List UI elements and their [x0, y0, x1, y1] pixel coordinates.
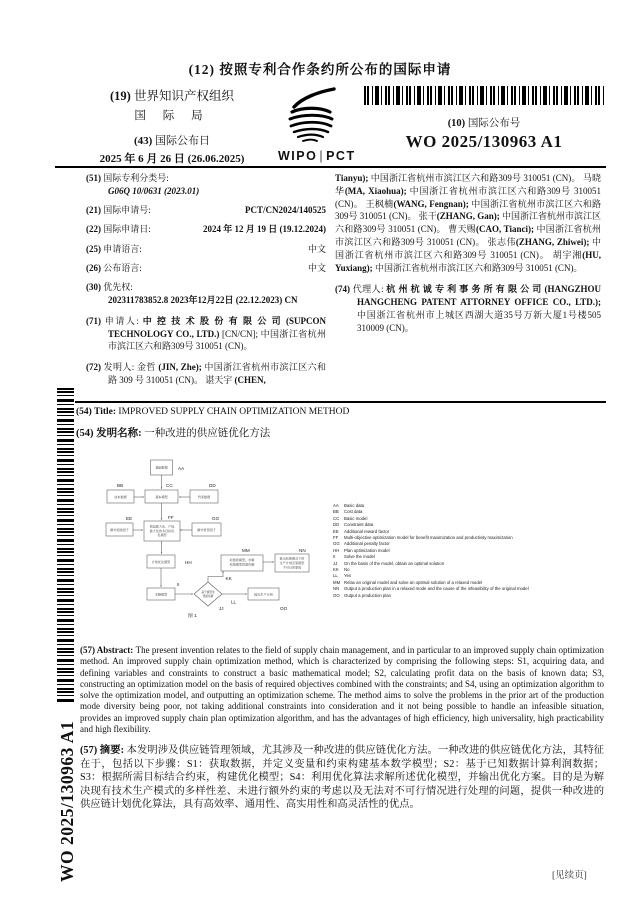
priority-value: 202311783852.8 2023年12月22日 (22.12.2023) CN [108, 295, 298, 306]
legend-row: DD Constraint data [333, 522, 374, 528]
fc-node-output-relaxed-l2: 生产计划及原模型 [279, 561, 305, 565]
legend-row: MM Relax an original model and solve an optimal solution of a relaxed model [333, 579, 483, 585]
figure-1-flowchart [78, 456, 328, 628]
fc-label-nn: NN [299, 548, 306, 553]
biblio-filing-date: (22) 国际申请日: 2024 年 12 月 19 日 (19.12.2024) [86, 224, 326, 235]
fc-label-gg: GG [212, 516, 220, 521]
biblio-inventors-continued: Tianyu); 中国浙江省杭州市滨江区六和路309号 310051 (CN)。 马晓华(MA, Xiaohua); 中国浙江省杭州市滨江区六和路309号 310051 (CN)。 王枫楠(WANG, Fengnan); 中国浙江省杭州市滨江区六和路309号 310051 (CN)。 张干(ZHANG, Gan); 中国浙江省杭州市滨江区六和路309号 310051 (CN)。 曹天赐(CAO, Tianci); 中国浙江省杭州市滨江区六和路309号 310051 (CN)。 张志伟(ZHANG, Zhiwei); 中国浙江省杭州市滨江区六和路309号 310051 (CN)。 胡宇湘(HU, Yuxiang); 中国浙江省杭州市滨江区六和路309号 310051 (CN)。 [335, 173, 602, 273]
fc-label-oo: OO [280, 606, 288, 611]
fc-label-ll: LL [231, 599, 237, 605]
fc-node-reward-factor: 额外奖励因子 [110, 527, 129, 532]
legend-row: EE Additional reward factor [333, 528, 390, 534]
filing-date-value: 2024 年 12 月 19 日 (19.12.2024) [203, 224, 326, 235]
fc-label-ii: II [177, 582, 180, 587]
legend-row: LL Yes [333, 573, 352, 579]
filing-language-value: 中文 [307, 243, 326, 254]
fc-node-output-relaxed-l1: 输出松弛模式下的 [279, 556, 305, 561]
fc-node-multiobjective-model-l2: 最大化的多目标优 [149, 528, 175, 533]
publication-date-label: (43) 国际公布日 [133, 135, 211, 147]
wipo-logo-icon [280, 86, 338, 142]
issuing-office-block [72, 86, 272, 166]
legend-row: AA Basic data [333, 503, 365, 508]
biblio-publication-language: (26) 公布语言: 中文 [86, 262, 326, 273]
ipc-value: G06Q 10/0631 (2023.01) [108, 185, 200, 196]
fc-label-cc: CC [166, 483, 173, 488]
fc-label-mm: MM [242, 548, 250, 553]
fc-label-dd: DD [209, 483, 216, 488]
legend-row: BB Cost data [333, 509, 363, 515]
abstract-english: (57) Abstract: The present invention relates to the field of supply chain management, and in particular to an improved supply chain optimization method. An improved supply chain optimization method, which is characterized by comprising the following steps: S1, acquiring data, and defining variables and constraints to construct a basic mathematical model; S2, calculating profit data on the basis of known data; S3, constructing an optimization model on the basis of required objectives combined with the constraints; and S4, using an optimization algorithm to solve the optimization model, and outputting an optimization scheme. The method aims to solve the problems in the prior art of the production mode diversity being poor, not taking additional constraints into consideration and it not being possible to handle an infeasible situation, provides an improved supply chain plan optimization algorithm, and has the advantages of high efficiency, high universality, high practicability and high flexibility. [80, 645, 604, 735]
continued-page-note: [见续页] [552, 871, 587, 881]
figure-caption: 图 1 [188, 614, 197, 619]
fc-node-output-relaxed-l3: 不可行的原因 [282, 565, 302, 570]
fc-node-decision-l2: 得最优解 [202, 595, 214, 598]
fc-label-jj: JJ [219, 606, 224, 611]
fc-label-aa: AA [178, 466, 185, 471]
legend-row: KK No [333, 567, 350, 573]
biblio-application-number: (21) 国际申请号: PCT/CN2024/140525 [86, 205, 326, 216]
fc-node-constraint-data: 约束数据 [197, 494, 211, 499]
biblio-right-column [335, 172, 601, 341]
fc-label-hh: HH [185, 560, 192, 565]
figure-legend [333, 503, 611, 599]
fc-label-ee: EE [126, 516, 133, 521]
international-bureau: 国 际 局 [134, 110, 210, 122]
header-divider [55, 166, 606, 168]
fc-node-cost-data: 成本数据 [114, 494, 127, 499]
biblio-ipc: (51) 国际专利分类号: G06Q 10/0631 (2023.01) [86, 172, 326, 198]
legend-row: JJ On the basis of the model, obtain an optimal solution [333, 560, 445, 566]
legend-row: GG Additional penalty factor [333, 541, 390, 547]
vertical-barcode-icon [57, 388, 74, 703]
org-name: (19) 世界知识产权组织 [110, 89, 234, 103]
fc-node-relax-model-l1: 松弛原模型，求解 [229, 558, 255, 563]
biblio-inventors: (72) 发明人: 金哲 (JIN, Zhe); 中国浙江省杭州市滨江区六和路 309 号 310051 (CN)。 谌天宇 (CHEN, [86, 362, 326, 386]
publication-number-label: (10) 国际公布号 [447, 118, 521, 129]
fc-node-penalty-factor: 额外惩罚因子 [197, 527, 216, 532]
abstract-chinese: (57) 摘要: 本发明涉及供应链管理领域，尤其涉及一种改进的供应链优化方法。一种改进的供应链优化方法，其特征在于，包括以下步骤：S1：获取数据，并定义变量和约束构建基本数学模型；S2：基于已知数据计算利润数据；S3：根据所需目标结合约束，构建优化模型；S4：利用优化算法求解所述优化模型，并输出优化方案。目的是为解决现有技术生产模式的多样性差、未进行额外约束的考虑以及无法对不可行情况进行处理的问题，提供一种改进的供应链计划优化算法，具有高效率、通用性、高实用性和高灵活性的优点。 [80, 745, 604, 811]
fc-label-bb: BB [117, 483, 124, 488]
fc-node-output-plan: 输出生产计划 [254, 592, 273, 597]
fc-node-solve-model: 求解模型 [154, 592, 168, 597]
fc-label-ff: FF [168, 515, 174, 520]
biblio-priority: (30) 优先权: 202311783852.8 2023年12月22日 (22.12.2023) CN [86, 281, 326, 307]
fc-node-relax-model-l2: 松弛模型的最优解 [229, 562, 255, 567]
title-divider [75, 401, 606, 403]
application-number-value: PCT/CN2024/140525 [245, 205, 326, 216]
barcode-icon [364, 86, 604, 105]
invention-title-en: (54) Title: IMPROVED SUPPLY CHAIN OPTIMIZATION METHOD [76, 407, 350, 417]
patent-front-page: (12) 按照专利合作条约所公布的国际申请 (19) 世界知识产权组织 国 际 局 (43) 国际公布日 2025 年 6 月 26 日 (26.06.2025) WIPO | PCT (10) 国际公布号 WO 2025/130963 A1 (51) 国际专利分类号: G06Q 10/0631 (2023.01) (21) 国际申请号: PCT/CN2024/140525 (22) 国际申请日: 2024 年 12 月 19 日 (19.12.2024) (25) 申请语言: 中文 (26) 公布语言: 中文 (30) 优先权: 202311783852.8 2023年12月22日 (22.12.2023) CN (71) 申请人: 中 控 技 术 股 份 有 限 公 司 (SUPCON TECHNOLOGY CO., LTD.) [CN/CN]; 中国浙江省杭州市滨江区六和路309号 310051 (CN)。 (72) 发明人: 金哲 (JIN, Zhe); 中国浙江省杭州市滨江区六和路 309 号 310051 (CN)。 谌天宇 (CHEN, Tianyu); 中国浙江省杭州市滨江区六和路309号 310051 (CN)。 马晓华(MA, Xiaohua); 中国浙江省杭州市滨江区六和路309号 310051 (CN)。 王枫楠(WANG, Fengnan); 中国浙江省杭州市滨江区六和路309号 310051 (CN)。 张干(ZHANG, Gan); 中国浙江省杭州市滨江区六和路309号 310051 (CN)。 曹天赐(CAO, Tianci); 中国浙江省杭州市滨江区六和路309号 310051 (CN)。 张志伟(ZHANG, Zhiwei); 中国浙江省杭州市滨江区六和路309号 310051 (CN)。 胡宇湘(HU, Yuxiang); 中国浙江省杭州市滨江区六和路309号 310051 (CN)。 (74) 代理人: 杭 州 杭 诚 专 利 事 务 所 有 限 公 司 (HANGZHOU HANGCHENG PATENT ATTORNEY OFFICE CO., LTD.); 中国浙江省杭州市上城区西湖大道35号万新大厦1号楼505 310009 (CN)。 (54) Title: IMPROVED SUPPLY CHAIN OPTIMIZATION METHOD (54) 发明名称: 一种改进的供应链优化方法 基础数据 成本数据 基本模型 约束数据 额外奖励因子 效益最大化、产能 最大化的多目标优 化模型 额外惩罚因子 计划优化模型 松弛原模型，求解 松弛模型的最优解 输出松弛模式下的 生产计划及原模型 不可行的原因 求解模型 基于模型求 得最优解 输出生产计划 AA BB CC DD EE FF GG HH MM NN II KK LL JJ OO 图 1 AA Basic data BB Cost data CC Basic model DD Constraint data EE Additional reward factor FF Multi-objective optimization model for benefit maximization and productivity maximization GG Additional penalty factor HH Plan optimization model II Solve the model JJ On the basis of the model, obtain an optimal solution KK No LL Yes MM Relax an original model and solve an optimal solution of a relaxed model NN Output a production plan in a relaxed mode and the cause of the infeasibility of the original model OO Output a production plan (57) Abstract: The present invention relates to the field of supply chain management, and in particular to an improved supply chain optimization method. An improved supply chain optimization method, which is characterized by comprising the following steps: S1, acquiring data, and defining variables and constraints to construct a basic mathematical model; S2, calculating profit data on the basis of known data; S3, constructing an optimization model on the basis of required objectives combined with the constraints; and S4, using an optimization algorithm to solve the optimization model, and outputting an optimization scheme. The method aims to solve the problems in the prior art of the production mode diversity being poor, not taking additional constraints into consideration and it not being possible to handle an infeasible situation, provides an improved supply chain plan optimization algorithm, and has the advantages of high efficiency, high universality, high practicability and high flexibility. (57) 摘要: 本发明涉及供应链管理领域，尤其涉及一种改进的供应链优化方法。一种改进的供应链优化方法，其特征在于，包括以下步骤：S1：获取数据，并定义变量和约束构建基本数学模型；S2：基于已知数据计算利润数据；S3：根据所需目标结合约束，构建优化模型；S4：利用优化算法求解所述优化模型，并输出优化方案。目的是为解决现有技术生产模式的多样性差、未进行额外约束的考虑以及无法对不可行情况进行处理的问题，提供一种改进的供应链计划优化算法，具有高效率、通用性、高实用性和高灵活性的优点。 WO 2025/130963 A1 [见续页] [0, 0, 640, 905]
legend-row: FF Multi-objective optimization model for benefit maximization and productivity maximization [333, 535, 513, 541]
legend-row: II Solve the model [333, 554, 375, 560]
publication-date: 2025 年 6 月 26 日 (26.06.2025) [99, 153, 245, 165]
publication-number: WO 2025/130963 A1 [405, 132, 563, 151]
publication-language-value: 中文 [307, 262, 326, 273]
invention-title-zh: (54) 发明名称: 一种改进的供应链优化方法 [76, 428, 271, 439]
fc-label-kk: KK [225, 576, 232, 581]
biblio-applicant: (71) 申请人: 中 控 技 术 股 份 有 限 公 司 (SUPCON TECHNOLOGY CO., LTD.) [CN/CN]; 中国浙江省杭州市滨江区六和路309号 310051 (CN)。 [86, 315, 326, 352]
fc-node-basic-data: 基础数据 [155, 465, 168, 470]
wipo-pct-wordmark: WIPO | PCT [278, 149, 356, 163]
fc-node-basic-model: 基本模型 [155, 494, 168, 499]
biblio-filing-language: (25) 申请语言: 中文 [86, 243, 326, 254]
legend-row: OO Output a production plan [333, 592, 392, 598]
biblio-agent: (74) 代理人: 杭 州 杭 诚 专 利 事 务 所 有 限 公 司 (HANGZHOU HANGCHENG PATENT ATTORNEY OFFICE CO., LTD.); 中国浙江省杭州市上城区西湖大道35号万新大厦1号楼505 310009 (CN)。 [335, 284, 601, 333]
pct-publication-heading: (12) 按照专利合作条约所公布的国际申请 [188, 62, 452, 77]
fc-node-plan-model: 计划优化模型 [151, 559, 171, 564]
legend-row: CC Basic model [333, 515, 368, 521]
legend-row: HH Plan optimization model [333, 547, 390, 553]
fc-node-decision-l1: 基于模型求 [201, 591, 215, 594]
legend-row: NN Output a production plan in a relaxed mode and the cause of the infeasibility of the original model [333, 586, 529, 592]
fc-node-multiobjective-model-l1: 效益最大化、产能 [149, 524, 175, 529]
fc-node-multiobjective-model-l3: 化模型 [157, 533, 167, 538]
wipo-logo-block [278, 86, 356, 163]
publication-number-block [362, 86, 606, 152]
biblio-left-column [86, 172, 326, 393]
